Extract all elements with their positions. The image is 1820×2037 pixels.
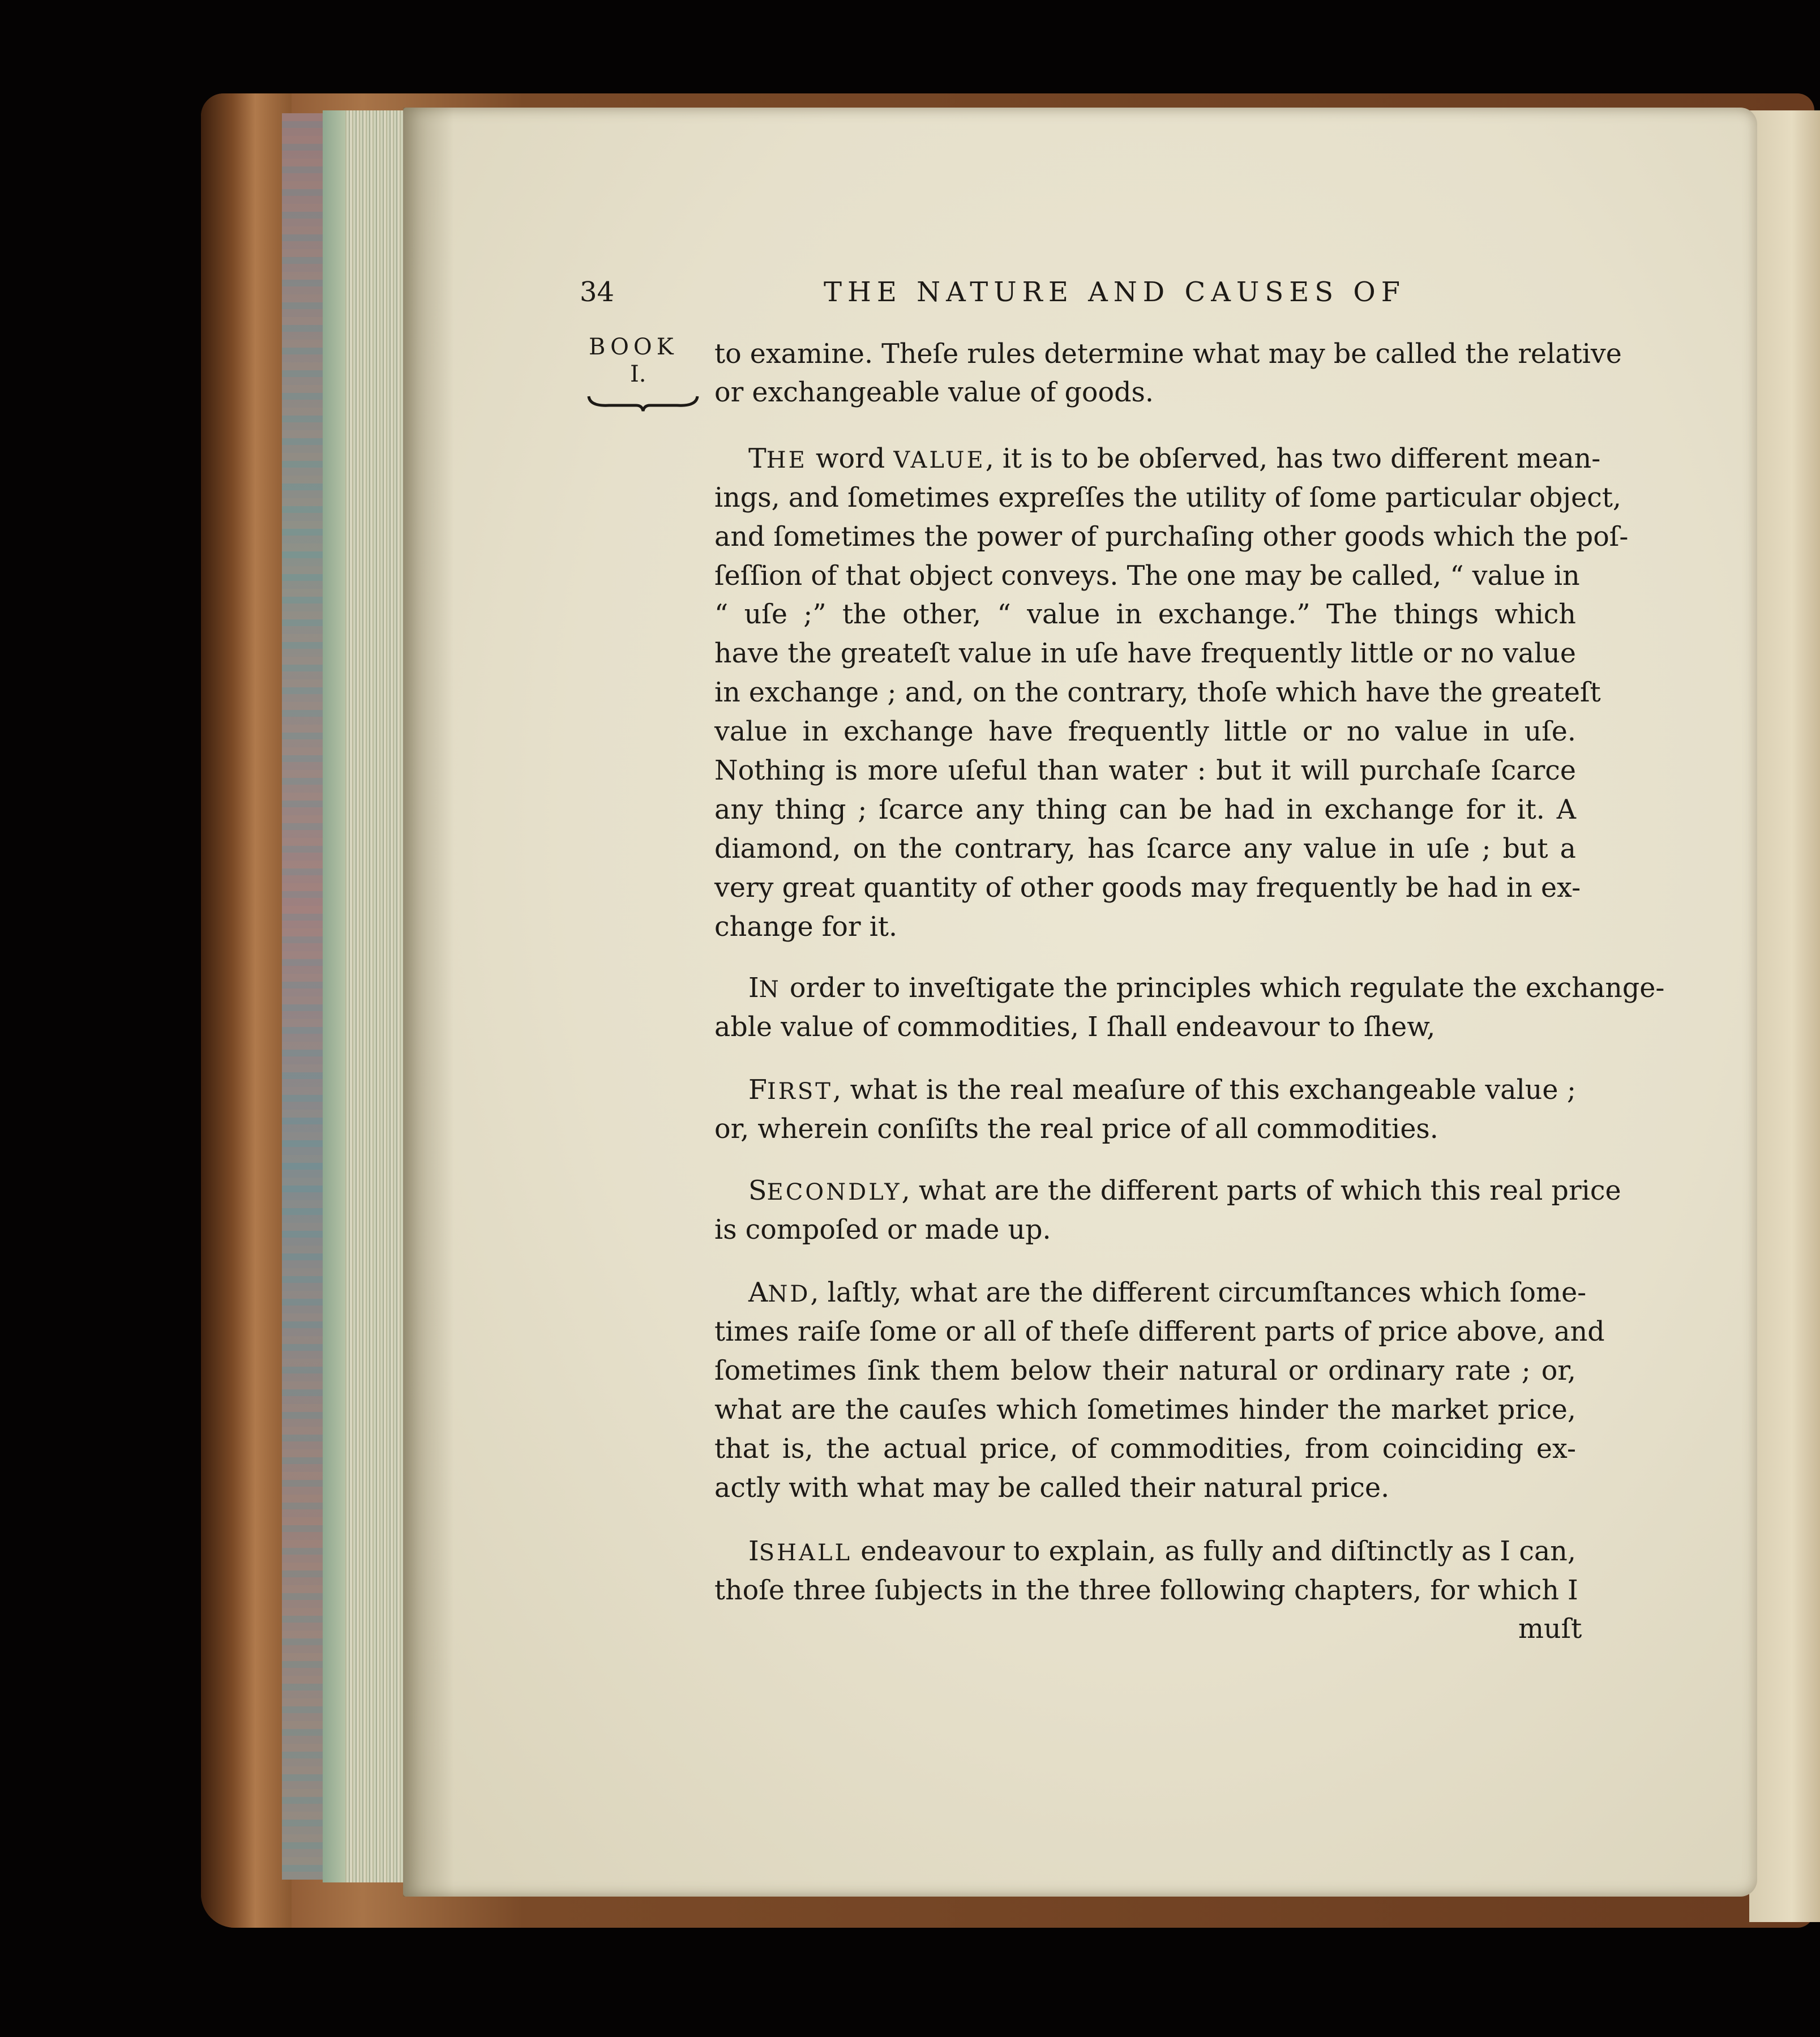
text-line: in exchange ; and, on the contrary, thoſe which have the greateſt <box>714 677 1601 708</box>
text-line: “ uſe ;” the other, “ value in exchange.” The things which <box>714 599 1576 630</box>
text-line: or exchangeable value of goods. <box>714 377 1154 408</box>
lead-cap: S <box>748 1175 767 1206</box>
gutter-shadow <box>403 108 454 1897</box>
margin-book-number: I. <box>630 361 646 387</box>
page-edges-tint <box>323 110 345 1882</box>
lead-cap: F <box>748 1075 767 1106</box>
lead-cap: T <box>748 443 766 474</box>
margin-book-label: BOOK <box>589 334 678 360</box>
line-rest: , what are the different parts of which this real price <box>901 1175 1621 1206</box>
catchword: muſt <box>1518 1614 1582 1645</box>
line-rest: order to inveſtigate the principles which regulate the exchange- <box>781 973 1665 1004</box>
text-line: value in exchange have frequently little or no value in uſe. <box>714 716 1576 747</box>
text-line: change for it. <box>714 911 898 943</box>
text-line: and ſometimes the power of purchaſing other goods which the poſ- <box>714 521 1629 553</box>
text-line: is compoſed or made up. <box>714 1214 1051 1246</box>
paragraph-first-line <box>748 443 1601 474</box>
paragraph-first-line <box>748 1175 1621 1206</box>
text-line: have the greateſt value in uſe have frequently little or no value <box>714 638 1576 669</box>
line-rest: , it is to be obſerved, has two different mean- <box>985 443 1601 474</box>
text-line: diamond, on the contrary, has ſcarce any value in uſe ; but a <box>714 833 1576 865</box>
lead-small-caps: SHALL <box>759 1540 853 1566</box>
text-line: actly with what may be called their natural price. <box>714 1473 1390 1504</box>
lead-cap: I <box>748 973 759 1004</box>
running-title: THE NATURE AND CAUSES OF <box>824 276 1406 308</box>
marbled-endpaper <box>282 113 323 1880</box>
text-line: any thing ; ſcarce any thing can be had in exchange for it. A <box>714 794 1576 825</box>
keyword-small-caps: VALUE <box>893 447 986 473</box>
text-line: thoſe three ſubjects in the three following chapters, for which I <box>714 1575 1578 1606</box>
text-line: times raiſe ſome or all of theſe different parts of price above, and <box>714 1316 1605 1347</box>
text-line: able value of commodities, I ſhall endeavour to ſhew, <box>714 1012 1436 1043</box>
lead-cap: A <box>748 1277 768 1308</box>
lead-small-caps: ECONDLY <box>766 1179 902 1205</box>
line-rest: , laſtly, what are the different circumſtances which ſome- <box>810 1277 1587 1308</box>
lead-small-caps: IRST <box>766 1079 833 1105</box>
line-rest: endeavour to explain, as fully and diſtinctly as I can, <box>852 1536 1576 1567</box>
paragraph-first-line <box>748 1536 1576 1567</box>
text-line: ſeſſion of that object conveys. The one may be called, “ value in <box>714 560 1580 592</box>
facing-page-edge <box>1749 110 1820 1922</box>
paragraph-first-line <box>748 973 1665 1004</box>
page-number: 34 <box>580 276 615 308</box>
text-line: to examine. Theſe rules determine what may be called the relative <box>714 339 1622 370</box>
text-line: ings, and ſometimes expreſſes the utility of ſome particular object, <box>714 482 1622 513</box>
text-line: ſometimes ſink them below their natural or ordinary rate ; or, <box>714 1355 1576 1386</box>
lead-small-caps: ND <box>768 1281 811 1307</box>
paragraph-first-line <box>748 1277 1587 1308</box>
book-spine <box>201 93 292 1928</box>
margin-brace-icon <box>586 392 700 414</box>
text-line: very great quantity of other goods may frequently be had in ex- <box>714 872 1581 904</box>
text-line: Nothing is more uſeful than water : but it will purchaſe ſcarce <box>714 755 1576 786</box>
line-rest: , what is the real meaſure of this exchangeable value ; <box>832 1075 1576 1106</box>
lead-small-caps: HE <box>766 447 807 473</box>
text-line: or, wherein conſiſts the real price of all commodities. <box>714 1114 1438 1145</box>
paragraph-first-line <box>748 1075 1576 1106</box>
lead-rest: word <box>807 443 894 474</box>
text-line: that is, the actual price, of commodities, from coinciding ex- <box>714 1433 1576 1465</box>
text-line: what are the cauſes which ſometimes hinder the market price, <box>714 1394 1576 1426</box>
lead-small-caps: N <box>759 977 781 1003</box>
lead-cap: I <box>748 1536 759 1567</box>
